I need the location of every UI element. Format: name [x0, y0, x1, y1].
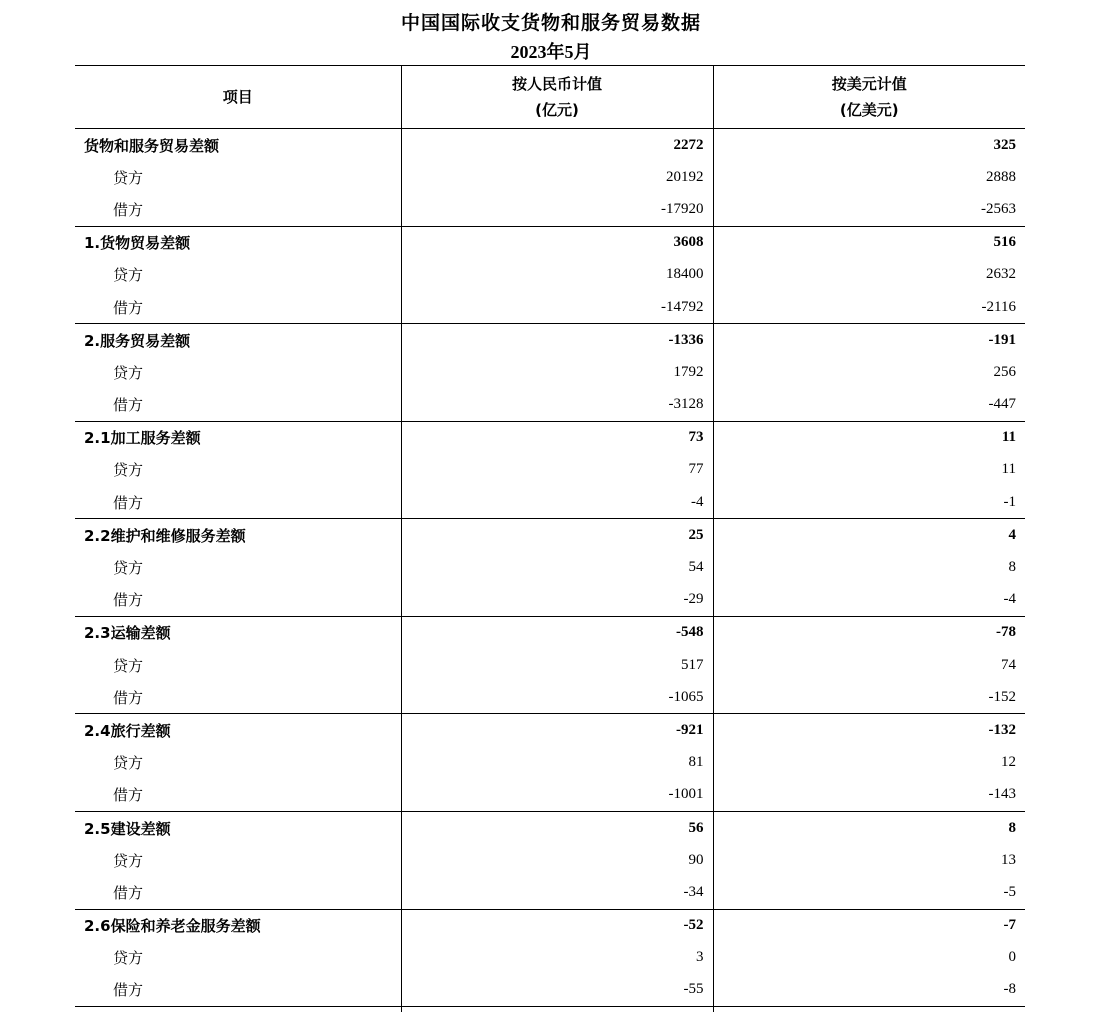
table-header	[75, 66, 1025, 129]
rmb-value: 25	[401, 519, 713, 552]
row-label: 2.服务贸易差额	[75, 324, 401, 357]
row-label: 贷方	[75, 942, 401, 974]
rmb-value: -17920	[401, 193, 713, 226]
usd-value: -132	[713, 714, 1025, 747]
usd-value: 13	[713, 844, 1025, 876]
rmb-value: 1792	[401, 356, 713, 388]
usd-value: -8	[713, 974, 1025, 1007]
usd-value: 4	[713, 519, 1025, 552]
rmb-value: 3	[401, 942, 713, 974]
section-row	[75, 519, 1025, 552]
detail-row	[75, 876, 1025, 909]
section-row	[75, 129, 1025, 162]
detail-row	[75, 551, 1025, 583]
usd-value: 2632	[713, 259, 1025, 291]
detail-row	[75, 779, 1025, 812]
section-row	[75, 909, 1025, 942]
row-label: 借方	[75, 681, 401, 714]
usd-value: -5	[713, 876, 1025, 909]
usd-value: 11	[713, 421, 1025, 454]
rmb-value: -52	[401, 909, 713, 942]
usd-value: -4	[713, 584, 1025, 617]
rmb-value: -1336	[401, 324, 713, 357]
section-row	[75, 714, 1025, 747]
section-row	[75, 226, 1025, 259]
rmb-value: -14792	[401, 291, 713, 324]
rmb-value: 3608	[401, 226, 713, 259]
usd-value: -447	[713, 389, 1025, 422]
rmb-value: 2272	[401, 129, 713, 162]
header-usd-unit: (亿美元)	[714, 97, 1026, 123]
row-label: 借方	[75, 779, 401, 812]
usd-value: -191	[713, 324, 1025, 357]
rmb-value: -1001	[401, 779, 713, 812]
rmb-value: 73	[401, 421, 713, 454]
rmb-value: -55	[401, 974, 713, 1007]
row-label: 2.1加工服务差额	[75, 421, 401, 454]
rmb-value: 77	[401, 454, 713, 486]
row-label: 贷方	[75, 649, 401, 681]
header-item-cell	[75, 66, 401, 129]
header-usd-cell	[713, 66, 1025, 129]
page-subtitle: 2023年5月	[0, 38, 1102, 64]
row-label: 2.5建设差额	[75, 811, 401, 844]
usd-value: -1	[713, 486, 1025, 519]
row-label: 2.3运输差额	[75, 616, 401, 649]
row-label: 借方	[75, 291, 401, 324]
usd-value: -2563	[713, 193, 1025, 226]
rmb-value: 517	[401, 649, 713, 681]
usd-value: 12	[713, 747, 1025, 779]
row-label: 借方	[75, 584, 401, 617]
row-label: 贷方	[75, 161, 401, 193]
detail-row	[75, 161, 1025, 193]
header-usd-title: 按美元计值	[714, 71, 1026, 97]
rmb-value: 20192	[401, 161, 713, 193]
row-label: 贷方	[75, 844, 401, 876]
rmb-value: 90	[401, 844, 713, 876]
row-label: 2.6保险和养老金服务差额	[75, 909, 401, 942]
rmb-value: -3128	[401, 389, 713, 422]
usd-value: -78	[713, 616, 1025, 649]
row-label: 2.2维护和维修服务差额	[75, 519, 401, 552]
usd-value: -2116	[713, 291, 1025, 324]
detail-row	[75, 942, 1025, 974]
detail-row	[75, 747, 1025, 779]
row-label: 借方	[75, 389, 401, 422]
detail-row	[75, 259, 1025, 291]
usd-value: 516	[713, 226, 1025, 259]
usd-value: -7	[713, 909, 1025, 942]
rmb-value: -4	[401, 486, 713, 519]
usd-value: 2888	[713, 161, 1025, 193]
detail-row	[75, 584, 1025, 617]
section-row	[75, 811, 1025, 844]
row-label: 贷方	[75, 454, 401, 486]
usd-value: 325	[713, 129, 1025, 162]
rmb-value: -34	[401, 876, 713, 909]
cutoff-stub-row	[75, 1007, 1025, 1012]
header-row	[75, 66, 1025, 129]
detail-row	[75, 389, 1025, 422]
rmb-value: 81	[401, 747, 713, 779]
row-label: 借方	[75, 876, 401, 909]
row-label: 贷方	[75, 356, 401, 388]
row-label: 贷方	[75, 259, 401, 291]
rmb-value: 56	[401, 811, 713, 844]
trade-data-table	[75, 65, 1025, 1012]
rmb-value: -921	[401, 714, 713, 747]
usd-value: -152	[713, 681, 1025, 714]
detail-row	[75, 454, 1025, 486]
header-rmb-unit: (亿元)	[402, 97, 713, 123]
row-label: 货物和服务贸易差额	[75, 129, 401, 162]
rmb-value: -1065	[401, 681, 713, 714]
row-label: 借方	[75, 486, 401, 519]
section-row	[75, 616, 1025, 649]
page-title: 中国国际收支货物和服务贸易数据	[0, 8, 1102, 35]
usd-value: 8	[713, 551, 1025, 583]
detail-row	[75, 649, 1025, 681]
rmb-value: -548	[401, 616, 713, 649]
detail-row	[75, 681, 1025, 714]
detail-row	[75, 486, 1025, 519]
usd-value: 8	[713, 811, 1025, 844]
rmb-value: -29	[401, 584, 713, 617]
detail-row	[75, 193, 1025, 226]
row-label: 借方	[75, 974, 401, 1007]
section-row	[75, 421, 1025, 454]
row-label: 1.货物贸易差额	[75, 226, 401, 259]
usd-value: 256	[713, 356, 1025, 388]
detail-row	[75, 974, 1025, 1007]
row-label: 2.4旅行差额	[75, 714, 401, 747]
rmb-value: 18400	[401, 259, 713, 291]
trade-table-body	[75, 129, 1025, 1012]
row-label: 贷方	[75, 747, 401, 779]
usd-value: 11	[713, 454, 1025, 486]
section-row	[75, 324, 1025, 357]
rmb-value: 54	[401, 551, 713, 583]
usd-value: -143	[713, 779, 1025, 812]
row-label: 贷方	[75, 551, 401, 583]
detail-row	[75, 356, 1025, 388]
row-label: 借方	[75, 193, 401, 226]
header-item-label: 项目	[75, 84, 401, 110]
detail-row	[75, 291, 1025, 324]
header-rmb-title: 按人民币计值	[402, 71, 713, 97]
usd-value: 74	[713, 649, 1025, 681]
detail-row	[75, 844, 1025, 876]
header-rmb-cell	[401, 66, 713, 129]
usd-value: 0	[713, 942, 1025, 974]
